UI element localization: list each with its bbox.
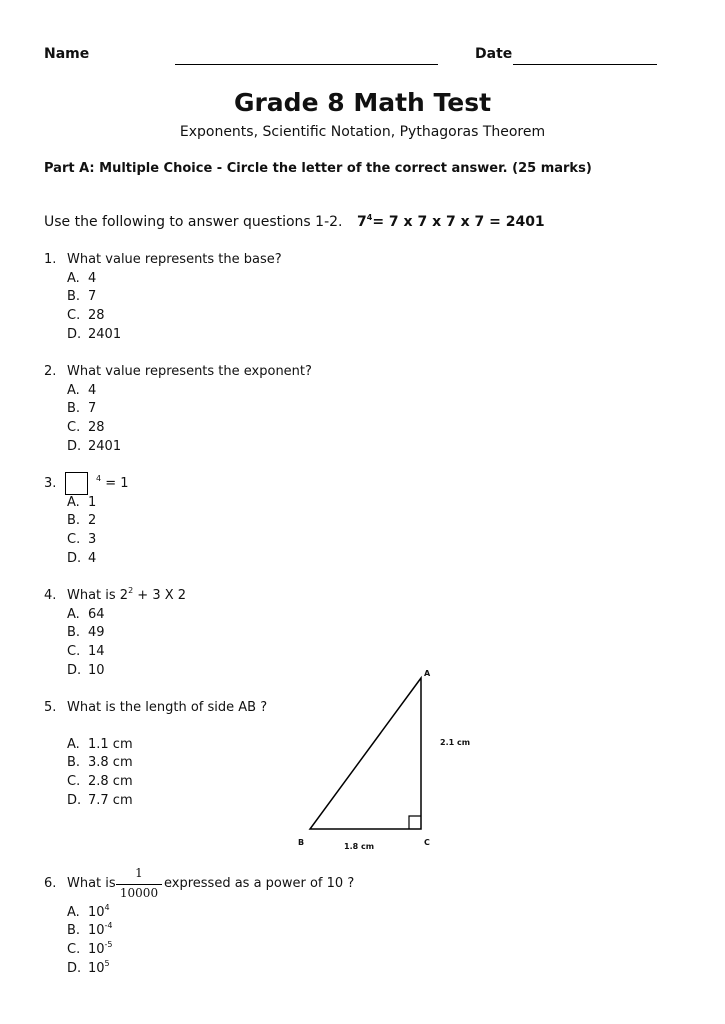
fraction-numerator: 1 [135,866,143,880]
question-3-expression [96,476,129,491]
q3-option-c[interactable]: C. 3 [67,532,97,547]
q1-option-d[interactable]: D. 2401 [67,327,122,342]
date-blank[interactable] [513,64,657,65]
intro-text: Use the following to answer questions 1-2. [44,214,343,230]
side-ac-label: 2.1 cm [440,738,471,747]
fraction-bar [116,884,162,885]
q1-option-a[interactable]: A. 4 [67,271,97,286]
name-label: Name [44,46,90,62]
intro-equation [357,214,545,230]
question-number: 4. [44,588,57,603]
q2-option-b[interactable]: B. 7 [67,401,97,416]
page-subtitle: Exponents, Scientific Notation, Pythagoras Theorem [179,124,546,140]
q5-option-d[interactable]: D. 7.7 cm [67,793,133,808]
vertex-a-label: A [424,669,431,678]
question-number: 1. [44,252,57,267]
q4-option-d[interactable]: D. 10 [67,663,105,678]
vertex-c-label: C [424,838,430,847]
intro-base: 7 [357,214,367,230]
q3-option-a[interactable]: A. 1 [67,495,97,510]
triangle-shape [310,678,421,829]
q5-option-c[interactable]: C. 2.8 cm [67,774,133,789]
question-text: What value represents the base? [67,252,282,267]
right-triangle-diagram [290,665,480,855]
date-label: Date [475,46,513,62]
question-4: 4. What is $2^2 + 3$ X 2 [44,586,187,603]
intro-exponent: 4 [366,213,373,222]
q3-option-d[interactable]: D. 4 [67,551,97,566]
question-number: 5. [44,700,57,715]
page-title: Grade 8 Math Test [233,88,492,117]
q6-option-a[interactable]: A. $10^4$ [67,903,110,920]
side-bc-label: 1.8 cm [344,842,375,851]
right-angle-marker [409,816,421,829]
question-2 [44,364,312,379]
q5-option-a[interactable]: A. 1.1 cm [67,737,133,752]
q3-exponent: 4 [96,474,102,483]
question-3-number: 3. [44,476,57,491]
q5-option-b[interactable]: B. 3.8 cm [67,755,133,770]
q1-option-b[interactable]: B. 7 [67,289,97,304]
q6-option-b[interactable]: B. $10^{-4}$ [67,921,113,938]
question-5 [44,700,267,715]
q2-option-c[interactable]: C. 28 [67,420,105,435]
question-number: 2. [44,364,57,379]
q4-option-c[interactable]: C. 14 [67,644,105,659]
q4-option-a[interactable]: A. 64 [67,607,105,622]
q1-option-c[interactable]: C. 28 [67,308,105,323]
q2-option-d[interactable]: D. 2401 [67,439,122,454]
name-blank[interactable] [175,64,438,65]
fraction-denominator: 10000 [119,886,159,900]
question-text: What value represents the exponent? [67,364,312,379]
question-6-text-post: expressed as a power of 10 ? [164,876,355,891]
q4-option-b[interactable]: B. 49 [67,625,105,640]
q4-exponent: 2 [128,586,134,595]
answer-box[interactable] [65,472,88,495]
q6-option-d[interactable]: D. $10^5$ [67,959,110,976]
question-text: What is the length of side AB ? [67,700,268,715]
vertex-b-label: B [298,838,305,847]
part-a-instructions: Part A: Multiple Choice - Circle the letter of the correct answer. (25 marks) [44,161,592,176]
q3-option-b[interactable]: B. 2 [67,513,97,528]
q2-option-a[interactable]: A. 4 [67,383,97,398]
question-6: 6. What is [44,876,116,891]
intro-equation-rest: = 7 x 7 x 7 x 7 = 2401 [372,214,545,230]
question-number: 6. [44,876,57,891]
q6-option-c[interactable]: C. $10^{-5}$ [67,940,113,957]
q3-rest: = 1 [101,476,129,491]
question-1 [44,252,282,267]
